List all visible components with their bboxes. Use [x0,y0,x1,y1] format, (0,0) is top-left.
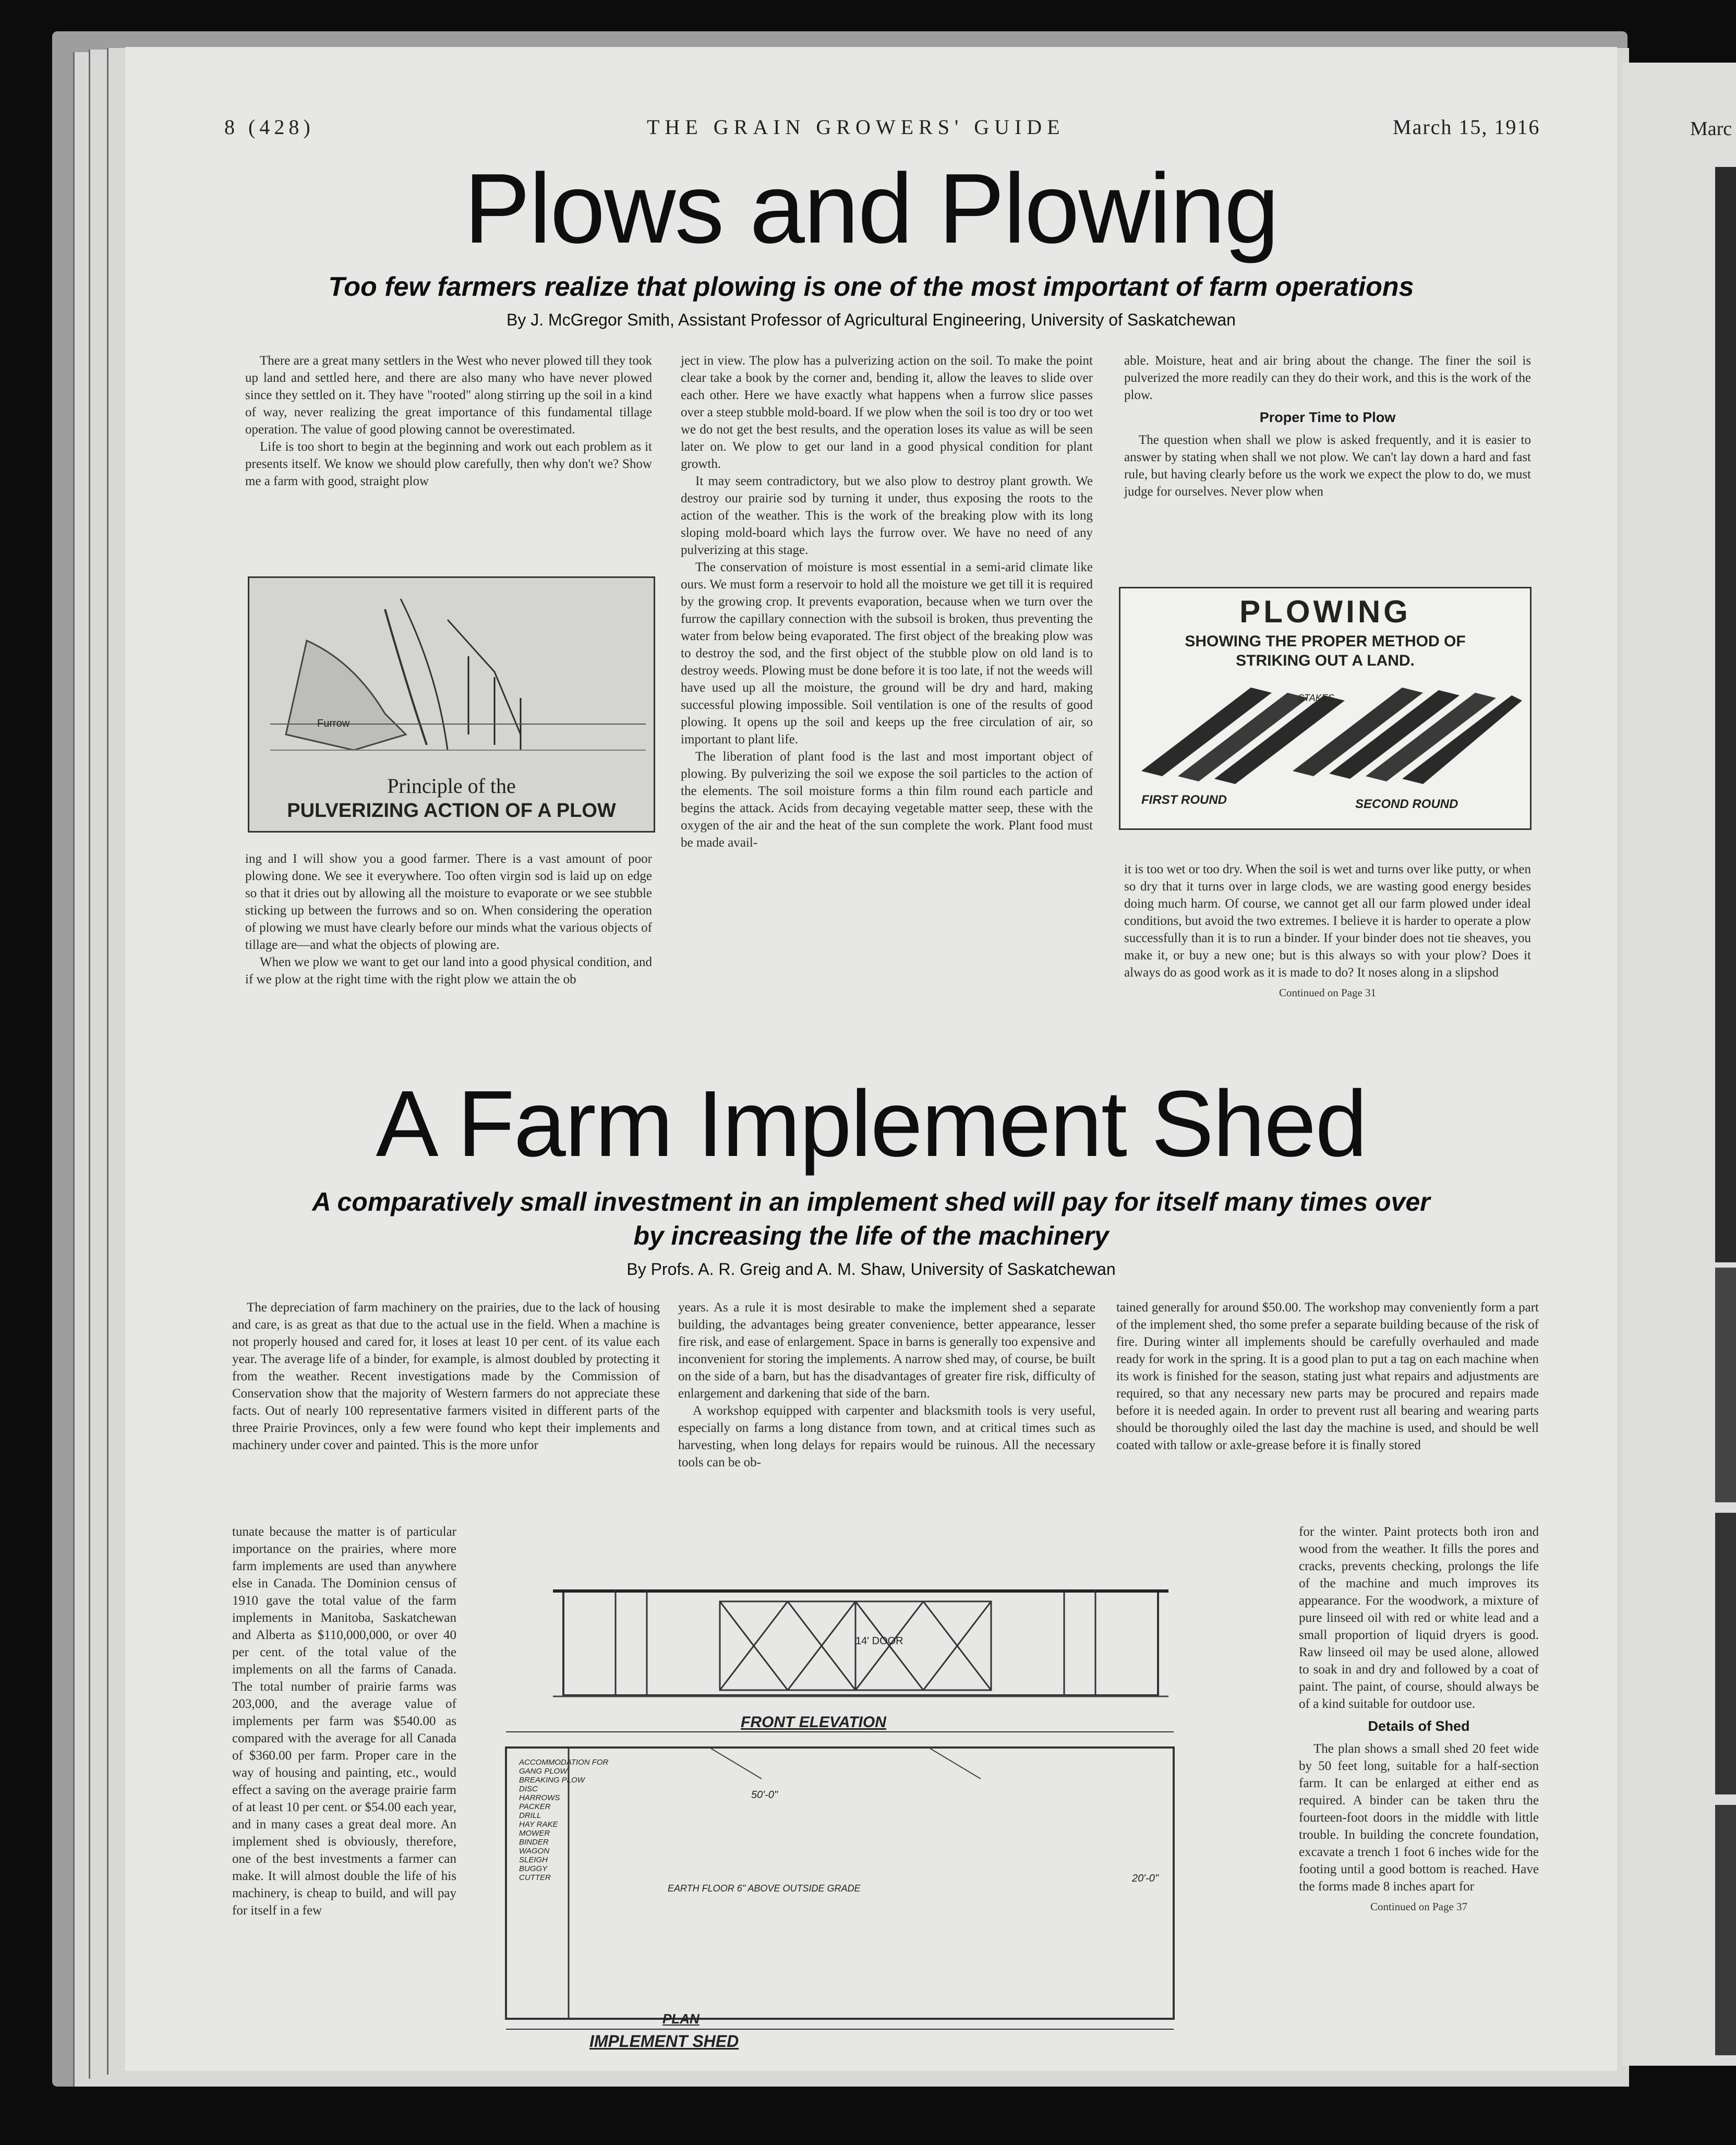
paragraph: ing and I will show you a good farmer. There is a vast amount of poor plowing done. We see it everywhere. Too often virgin sod is laid up on edge so that it dries out by allowing all the moisture to evaporate or we see stubble sticking up between the furrows and so on. When considering the operation of plowing we must have clearly before our minds what the various objects of tillage are—and what the objects of plowing are. [245,852,652,952]
list-item: CUTTER [519,1873,551,1882]
list-item: BUGGY [519,1864,548,1873]
issue-date: March 15, 1916 [1393,115,1540,139]
subhead-proper-time: Proper Time to Plow [1259,409,1396,425]
figure-pulverizing-action [248,576,655,833]
paragraph: able. Moisture, heat and air bring about the change. The finer the soil is pulverized the more readily can they do their work, and this is the work of the plow. [1124,354,1531,402]
article1-column-1-top [245,352,652,490]
figure2-second-round: SECOND ROUND [1355,797,1458,811]
facing-page-photo-strip [1715,1268,1736,1502]
paragraph: The depreciation of farm machinery on the prairies, due to the lack of housing and care, is as great as that due to the actual use in the field. When a machine is not properly housed and cared for, it loses at least 10 per cent. of its value each year. The average life of a binder, for example, is almost doubled by protecting it from the weather. Recent investigations made by the Commission of Conservation show that the majority of Western farmers do not appreciate these facts. Out of nearly 100 representative farmers visited in different parts of the three Prairie Provinces, only a few were found who kept their implements and machinery under cover and painted. This is the more unfor [232,1300,660,1452]
article2-column-2 [678,1299,1095,1471]
publication-title: THE GRAIN GROWERS' GUIDE [647,115,1065,139]
paragraph: The question when shall we plow is asked frequently, and it is easier to answer by stating when shall we not plow. We can't lay down a hard and fast rule, but having clearly before us the work we expect the plow to do, we must judge for ourselves. Never plow when [1124,433,1531,499]
article-subtitle-shed-line1: A comparatively small investment in an implement shed will pay for itself many times over [312,1187,1430,1216]
article2-column-1-top [232,1299,660,1454]
figure2-heading: PLOWING [1239,594,1411,629]
furrow-diagram-svg [1120,588,1530,828]
diagram-inner-label: Furrow [317,718,350,729]
facing-page-photo-strip [1715,1513,1736,1794]
list-item: WAGON [519,1847,550,1855]
paragraph: The conservation of moisture is most essential in a semi-arid climate like ours. We must form a reservoir to hold all the moisture we get till it is required by the growing crop. It prevents evaporation, because when we turn over the furrow the capillary connection with the subsoil is broken, thus preventing the water from below being evaporated. The first object of the breaking plow was to destroy the sod, and the first object of the stubble plow on old land is to destroy weeds. Plowing must be done before it is too late, if not the weeds will have used up all the moisture, the ground will be dry and hard, making successful plowing impossible. Soil ventilation is one of the results of good plowing. It opens up the soil and keeps up the free circulation of air, so important to plant life. [681,560,1093,746]
paragraph: ject in view. The plow has a pulverizing action on the soil. To make the point clear take a book by the corner and, bending it, allow the leaves to slide over each other. Here we have exactly what happens when a furrow slice passes over a steep stubble mold-board. If we plow when the soil is too dry or too wet we do not get the best results, and the operation loses its value as will be seen later on. We plow to get our land in a good physical condition for plant growth. [681,354,1093,471]
paragraph: it is too wet or too dry. When the soil is wet and turns over like putty, or when so dry that it turns over in large clods, we are wasting good energy besides doing much harm. Of course, we cannot get all our farm plowed under ideal conditions, but avoid the two extremes. I believe it is harder to operate a plow successfully than it is to run a binder. If your binder does not tie sheaves, you make it, or buy a new one; but is this always so with your plow? Does it always do as good work as it is made to do? It noses along in a slipshod [1124,862,1531,980]
article-byline-plows: By J. McGregor Smith, Assistant Professor of Agricultural Engineering, University of Saskatchewan [507,310,1236,329]
list-item: DISC [519,1785,538,1793]
paragraph: Life is too short to begin at the beginning and work out each problem as it presents itself. We know we should plow carefully, then why don't we? Show me a farm with good, straight plow [245,440,652,488]
figure2-stakes-label: STAKES [1298,693,1334,703]
list-item: BREAKING PLOW [519,1776,585,1785]
shed-blueprint-svg [490,1560,1283,2060]
figure-caption-line1: Principle of the [387,774,516,798]
accommodation-header: ACCOMMODATION FOR [519,1758,609,1767]
implement-shed-drawing [490,1560,1283,2060]
newspaper-page [125,47,1617,2071]
article-title-plows: Plows and Plowing [464,153,1279,264]
continued-note: Continued on Page 31 [1279,986,1377,999]
paragraph: There are a great many settlers in the West who never plowed till they took up land and settled here, and there are also many who have never plowed since they settled on it. They have "rooted" along stirring up the soil in a kind of way, never realizing the great importance of this fundamental tillage operation. The value of good plowing cannot be overestimated. [245,354,652,437]
list-item: BINDER [519,1838,549,1847]
list-item: GANG PLOW [519,1767,568,1776]
facing-page-header: Marc [1690,118,1732,140]
paragraph: for the winter. Paint protects both iron and wood from the weather. It fills the pores and cracks, prevents checking, prolongs the life of the machine and much improves its appearance. For the woodwork, a mixture of pure linseed oil with red or white lead and a small proportion of liquid dryers is good. Raw linseed oil may be used alone, allowed to soak in and dry and followed by a coat of paint. The paint, of course, should always be of a kind suitable for outdoor use. [1299,1525,1539,1711]
facing-page-photo-strip [1715,1805,1736,2055]
label-front-elevation: FRONT ELEVATION [741,1714,886,1731]
list-item: DRILL [519,1811,541,1820]
label-implement-shed: IMPLEMENT SHED [589,2032,739,2051]
article1-column-3-top [1124,352,1531,500]
label-door: 14' DOOR [855,1635,903,1647]
figure-plowing-method [1119,587,1532,830]
list-item: SLEIGH [519,1855,548,1864]
paragraph: A workshop equipped with carpenter and blacksmith tools is very useful, especially on farms a long distance from town, and at critical times such as harvesting, when long delays for repairs would be ruinous. All the necessary tools can be ob- [678,1404,1095,1469]
paragraph: It may seem contradictory, but we also plow to destroy plant growth. We destroy our prairie sod by turning it under, thus exposing the roots to the action of the weather. This is the work of the breaking plow with its long sloping mold-board which lays the furrow over. We have no need of any pulverizing at this stage. [681,474,1093,557]
list-item: PACKER [519,1802,551,1811]
article2-column-1-bottom [232,1523,456,1919]
paragraph: tunate because the matter is of particular importance on the prairies, where more farm implements are used than anywhere else in Canada. The Dominion census of 1910 gave the total value of the farm implements in Manitoba, Saskatchewan and Alberta as $110,000,000, or over 40 per cent. of the total value of the implements on all the farms of Canada. The total number of prairie farms was 203,000, and the average value of implements per farm was $540.00 as compared with the average for all Canada of $360.00 per farm. Proper care in the way of housing and painting, etc., would effect a saving on the average prairie farm of at least 10 per cent. or $54.00 each year, and in many cases a great deal more. An implement shed is obviously, therefore, one of the best investments a farmer can make. It will almost double the life of his machinery, is cheap to build, and will pay for itself in a few [232,1525,456,1918]
article2-column-3-top [1116,1299,1539,1454]
list-item: HARROWS [519,1793,560,1802]
figure2-subheading-1: SHOWING THE PROPER METHOD OF [1185,633,1466,650]
figure2-first-round: FIRST ROUND [1141,793,1227,807]
list-item: MOWER [519,1829,550,1838]
continued-note: Continued on Page 37 [1370,1900,1468,1913]
facing-page [1622,63,1736,2066]
accommodation-list [519,1758,608,1882]
label-floor-note: EARTH FLOOR 6" ABOVE OUTSIDE GRADE [668,1883,861,1894]
subhead-details-of-shed: Details of Shed [1368,1718,1470,1734]
page-number: 8 (428) [224,115,315,139]
label-length: 50'-0" [751,1789,778,1801]
figure2-subheading-2: STRIKING OUT A LAND. [1236,652,1415,669]
article-byline-shed: By Profs. A. R. Greig and A. M. Shaw, University of Saskatchewan [626,1260,1116,1279]
article-title-shed: A Farm Implement Shed [376,1071,1367,1176]
article1-column-2 [681,352,1093,851]
article-subtitle-shed-line2: by increasing the life of the machinery [633,1221,1109,1250]
label-width: 20'-0" [1132,1873,1159,1884]
paragraph: tained generally for around $50.00. The workshop may conveniently form a part of the implement shed, tho some prefer a separate building because of the risk of fire. During winter all implements should be carefully overhauled and made ready for work in the spring. It is a good plan to put a tag on each machine when its work is finished for the season, stating just what repairs and adjustments are required, so that any necessary new parts may be procured and repairs made before it is needed again. In order to prevent rust all bearing and wearing parts should be thoroughly oiled the last day the machine is used, and should be well coated with tallow or axle-grease before it is finally stored [1116,1300,1539,1452]
article2-column-3-bottom [1299,1523,1539,1915]
article1-column-3-bottom [1124,861,1531,1002]
article-subtitle-plows: Too few farmers realize that plowing is one of the most important of farm operations [328,272,1414,302]
paragraph: When we plow we want to get our land into a good physical condition, and if we plow at the right time with the right plow we attain the ob [245,955,652,986]
paragraph: The liberation of plant food is the last and most important object of plowing. By pulverizing the soil we expose the soil particles to the action of the elements. The soil moisture forms a thin film round each particle and begins the attack. Acids from decaying vegetable matter seep, these with the oxygen of the air and the heat of the sun complete the work. Plant food must be made avail- [681,750,1093,850]
figure-caption-line2: PULVERIZING ACTION OF A PLOW [287,800,616,822]
label-plan: PLAN [662,2011,700,2027]
paragraph: years. As a rule it is most desirable to make the implement shed a separate building, the advantages being greater convenience, better appearance, lesser fire risk, and ease of enlargement. Space in barns is generally too expensive and inconvenient for storing the implements. A narrow shed may, of course, be built on the side of a barn, but has the disadvantages of greater fire risk, difficulty of enlargement and darkening that side of the barn. [678,1300,1095,1401]
list-item: HAY RAKE [519,1820,558,1829]
facing-page-photo-strip [1715,167,1736,1262]
paragraph: The plan shows a small shed 20 feet wide by 50 feet long, suitable for a half-section farm. It can be enlarged at either end as required. A binder can be taken thru the fourteen-foot doors in the middle with little trouble. In building the concrete foundation, excavate a trench 1 foot 6 inches wide for the footing until a good bottom is reached. Have the forms made 8 inches apart for [1299,1742,1539,1894]
article1-column-1-bottom [245,850,652,988]
